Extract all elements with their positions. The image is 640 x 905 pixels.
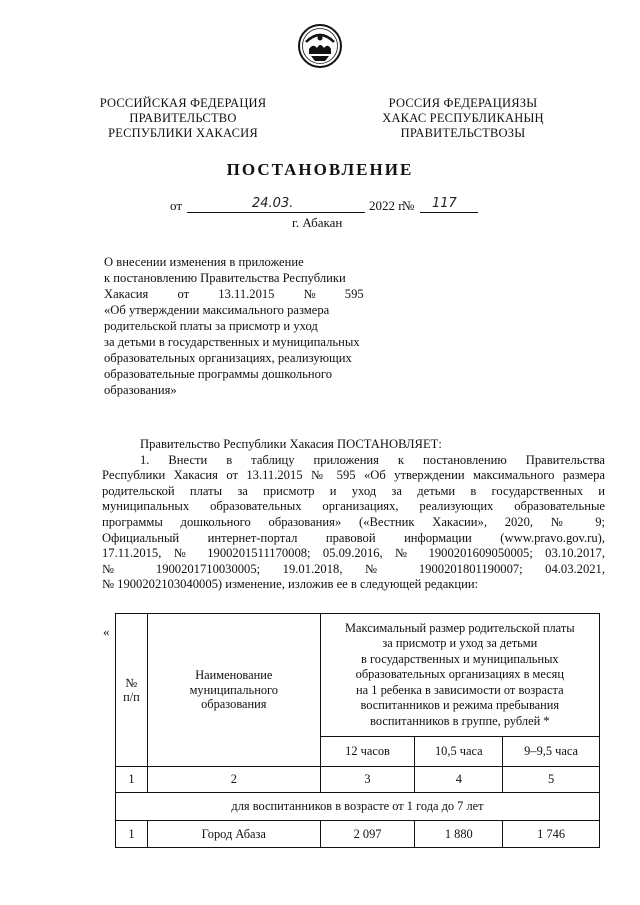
table-header-row [116, 614, 600, 737]
header-left-line: РЕСПУБЛИКИ ХАКАСИЯ [108, 126, 258, 140]
body-line: программы дошкольного образования» («Вестник Хакасии», 2020, № 9; [102, 514, 605, 529]
body-line: 17.11.2015, № 1900201511170008; 05.09.2016, № 1900201609050005; 03.10.2017, [102, 546, 605, 561]
body-line: № 1900201710030005; 19.01.2018, № 1900201801190007; 04.03.2021, [102, 561, 605, 576]
body-intro: Правительство Республики Хакасия ПОСТАНОВЛЯЕТ: [140, 437, 442, 451]
table-index-row [116, 767, 600, 793]
index-cell: 5 [503, 767, 600, 793]
col-number-header: № п/п [116, 614, 148, 767]
body-line: родительской платы за присмотр и уход за детьми в государственных и [102, 483, 605, 498]
date-prefix: от [170, 198, 183, 213]
subject-line: родительской платы за присмотр и уход [104, 319, 318, 333]
body-line: Официальный интернет-портал правовой информации (www.pravo.gov.ru), [102, 530, 605, 545]
body-text [102, 437, 605, 593]
col-name-header: Наименование муниципального образования [147, 614, 320, 767]
table-row [116, 821, 600, 848]
subject-line: образовательных организациях, реализующих [104, 351, 352, 365]
subject-block [104, 254, 392, 398]
subject-line: образовательные программы дошкольного [104, 367, 333, 381]
row-municipality: Город Абаза [147, 821, 320, 848]
row-value-10-5h: 1 880 [415, 821, 503, 848]
table-section-row [116, 793, 600, 821]
header-left-line: ПРАВИТЕЛЬСТВО [129, 111, 237, 125]
subject-line: О внесении изменения в приложение [104, 255, 304, 269]
body-line: № 1900202103040005) изменение, изложив ее в следующей редакции: [102, 577, 479, 592]
subject-line: к постановлению Правительства Республики [104, 271, 346, 285]
subject-line: за детьми в государственных и муниципальных [104, 335, 360, 349]
subject-line: образования» [104, 383, 177, 397]
subcol-9-9-5h: 9–9,5 часа [503, 737, 600, 767]
row-number: 1 [116, 821, 148, 848]
header-right-line: ПРАВИТЕЛЬСТВОЗЫ [400, 126, 526, 140]
body-line: 1. Внести в таблицу приложения к постановлению Правительства [140, 452, 605, 467]
header-left-line: РОССИЙСКАЯ ФЕДЕРАЦИЯ [99, 96, 267, 110]
header-right-line: ХАКАС РЕСПУБЛИКАНЫҢ [382, 111, 544, 125]
fee-table [115, 613, 600, 848]
handwritten-number: 117 [432, 196, 457, 211]
city: г. Абакан [292, 215, 343, 230]
header-right-line: РОССИЯ ФЕДЕРАЦИЯЗЫ [388, 96, 538, 110]
number-sign: № [402, 198, 415, 213]
body-line: Республики Хакасия от 13.11.2015 № 595 «Об утверждении максимального размера [102, 468, 605, 483]
open-quote: « [103, 624, 110, 639]
subject-line: «Об утверждении максимального размера [104, 303, 330, 317]
section-cell: для воспитанников в возрасте от 1 года до 7 лет [116, 793, 600, 821]
col-group-header: Максимальный размер родительской платы за присмотр и уход за детьми в государственных и муниципальных образовательных организациях в месяц на 1 ребенка в зависимости от возраста воспитанников и режима пребывания воспитанников в группе, рублей * [320, 614, 599, 737]
row-value-12h: 2 097 [320, 821, 415, 848]
row-value-9-9-5h: 1 746 [503, 821, 600, 848]
body-line: муниципальных образовательных организациях, реализующих образовательные [102, 499, 605, 514]
index-cell: 3 [320, 767, 415, 793]
date-line [0, 0, 640, 240]
subject-line: Хакасия от 13.11.2015 № 595 [104, 287, 364, 301]
handwritten-date: 24.03. [252, 196, 294, 211]
index-cell: 2 [147, 767, 320, 793]
subcol-12h: 12 часов [320, 737, 415, 767]
subcol-10-5h: 10,5 часа [415, 737, 503, 767]
index-cell: 4 [415, 767, 503, 793]
date-year: 2022 г. [369, 198, 406, 213]
index-cell: 1 [116, 767, 148, 793]
document-title: ПОСТАНОВЛЕНИЕ [226, 160, 414, 179]
